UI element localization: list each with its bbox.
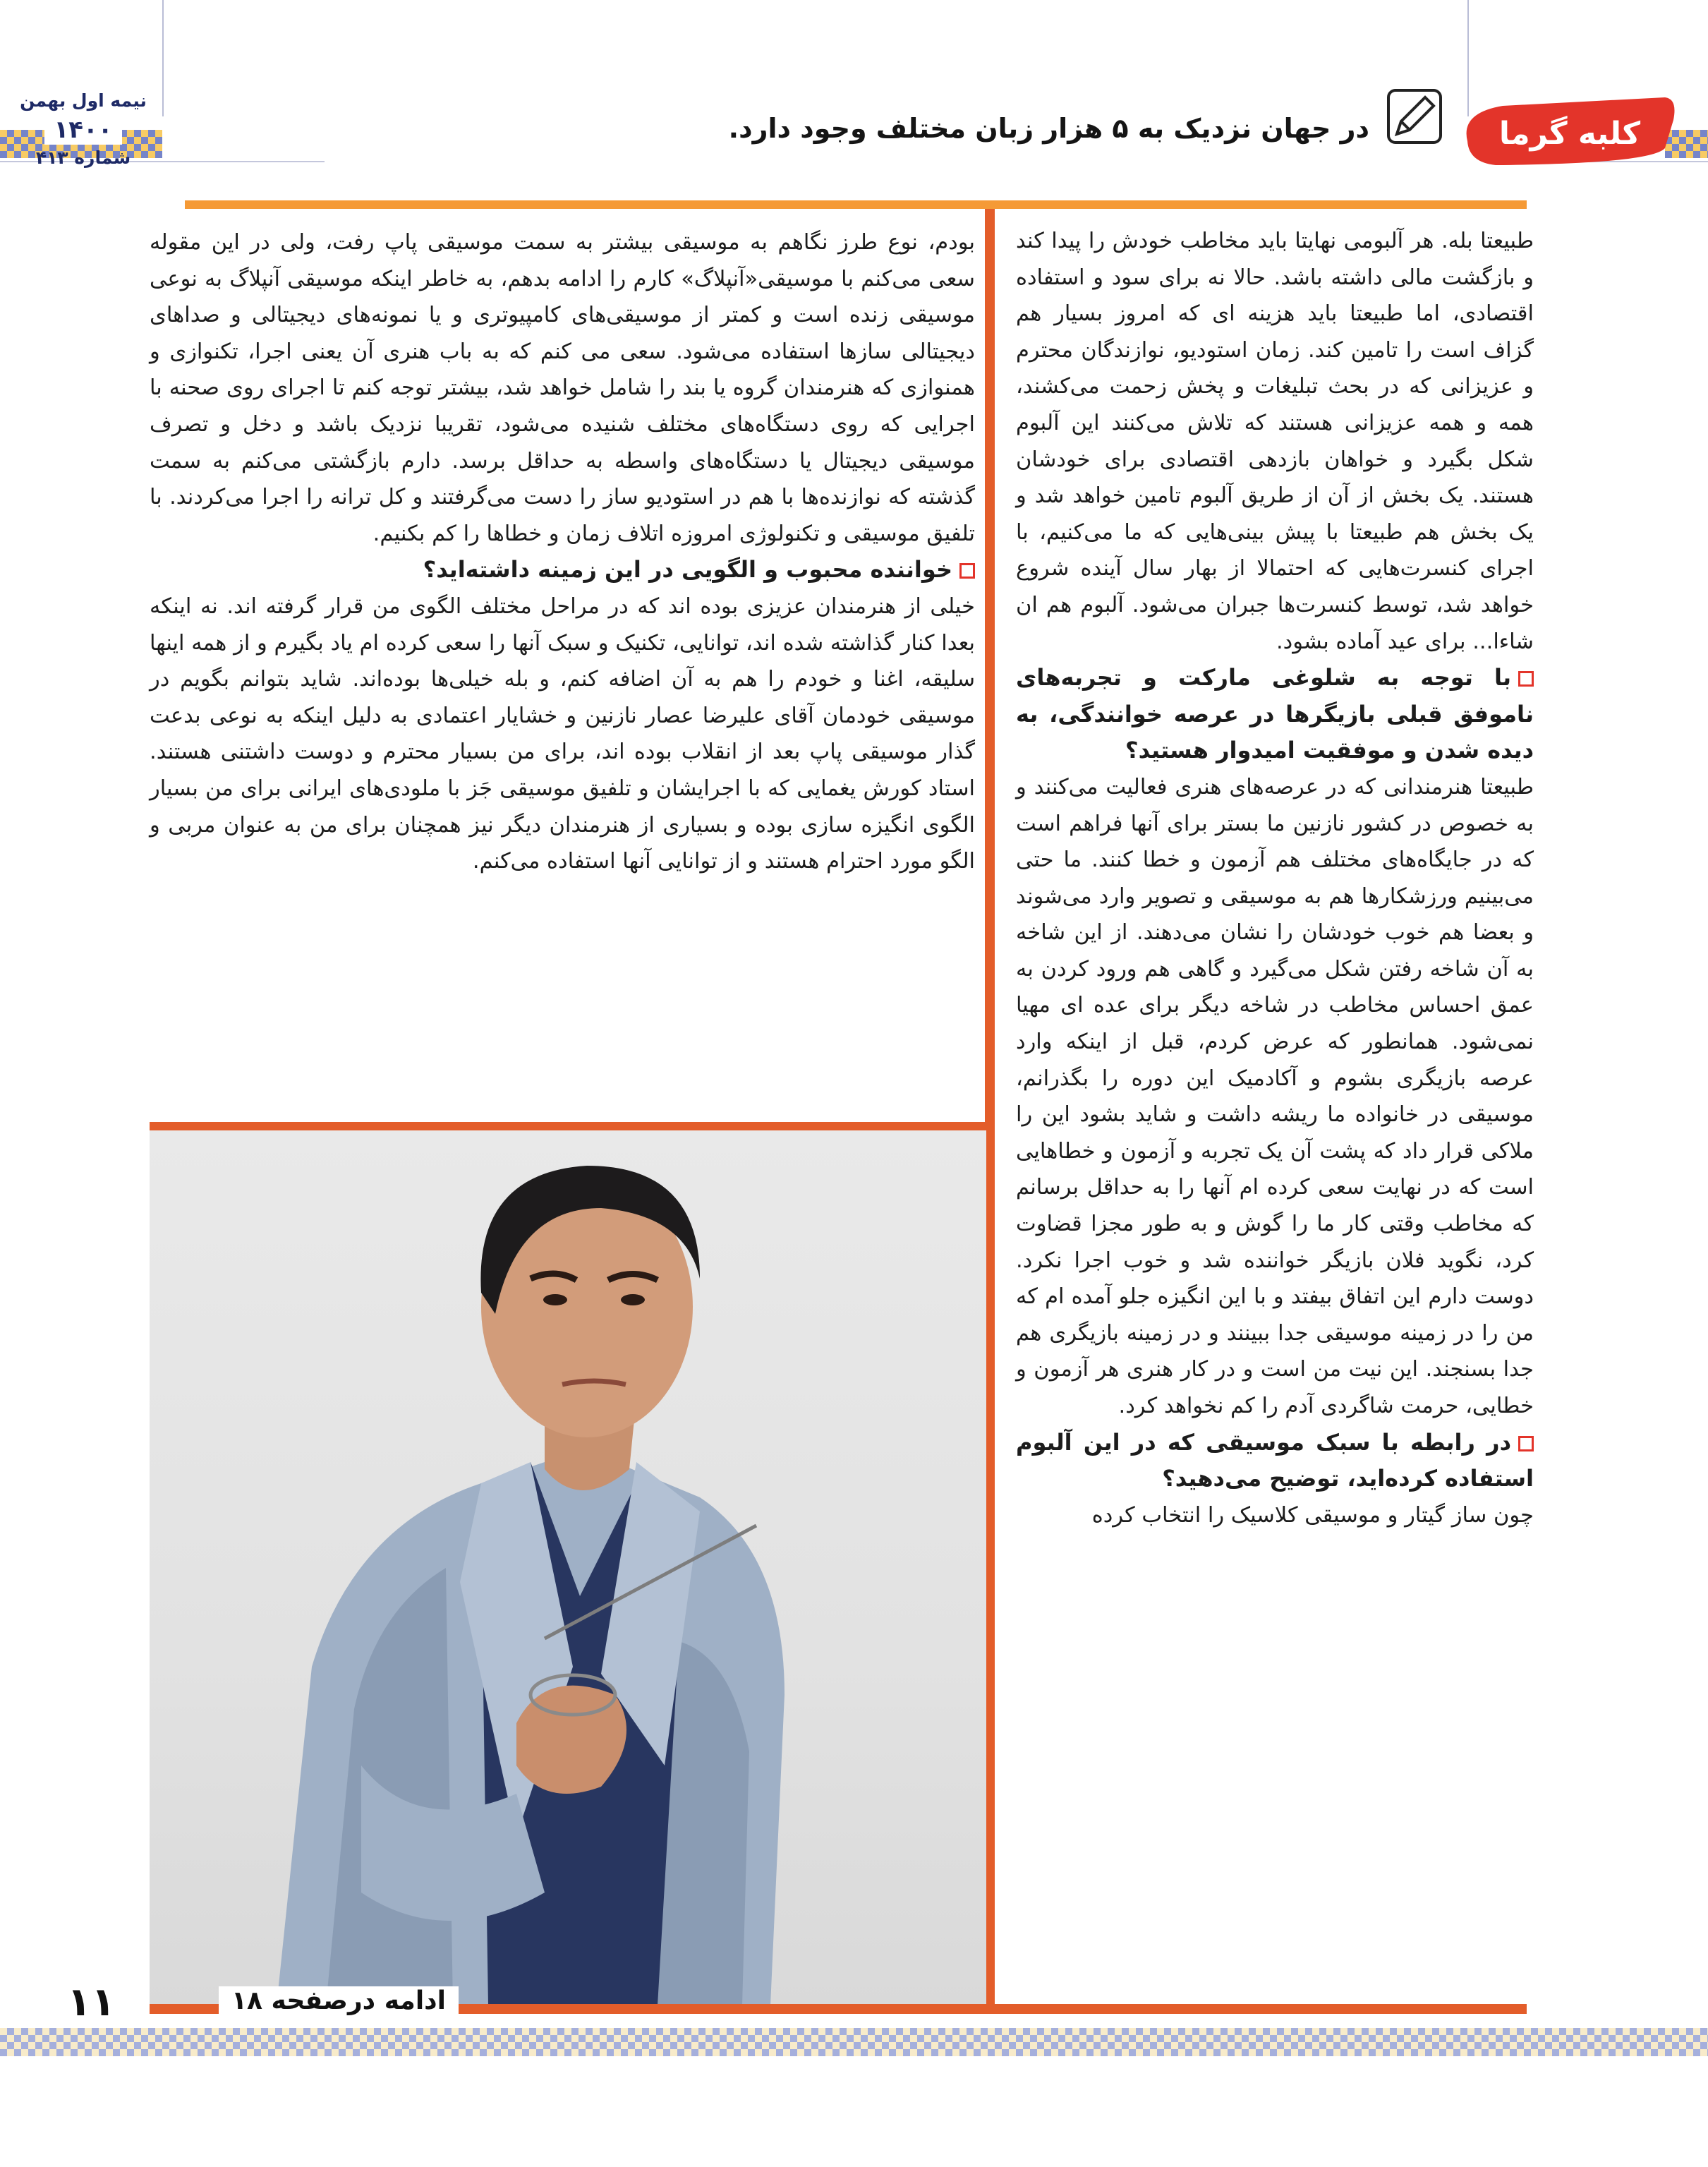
question-text: با توجه به شلوغی مارکت و تجربه‌های ناموفق قبلی بازیگرها در عرصه خوانندگی، به دیده شدن و موفقیت امیدوار هستید؟	[1016, 664, 1534, 764]
footer-pattern	[0, 2028, 1708, 2056]
question-text: خواننده محبوب و الگویی در این زمینه داشته‌اید؟	[423, 556, 952, 584]
issue-info	[13, 90, 154, 168]
header-fact: در جهان نزدیک به ۵ هزار زبان مختلف وجود دارد.	[728, 113, 1369, 144]
column-divider	[985, 209, 995, 2007]
page-number: ۱۱	[67, 1979, 116, 2025]
question-square-icon	[1518, 1436, 1534, 1451]
question-text: در رابطه با سبک موسیقی که در این آلبوم استفاده کرده‌اید، توضیح می‌دهید؟	[1016, 1428, 1534, 1492]
paragraph: خیلی از هنرمندان عزیزی بوده اند که در مراحل مختلف الگوی من قرار گرفته اند. نه اینکه بعدا کنار گذاشته شده اند، توانایی، تکنیک و سبک آنها را سعی کرده ام یاد بگیرم و از همه اینها سلیقه، اغنا و خودم را هم به آن اضافه کنم، و بله خیلی‌ها بوده‌اند. شاید بتوانم بگویم در موسیقی خودمان آقای علیرضا عصار نازنین و خشایار اعتمادی به دلیل اینکه به نوعی بدعت گذار موسیقی پاپ بعد از انقلاب بوده اند، برای من بسیار محترم و دوست داشتنی هستند. استاد کورش یغمایی که با اجرایشان و تلفیق موسیقی جَز با ملودی‌های ایرانی برای من بسیار الگوی انگیزه سازی بوده و بسیاری از هنرمندان دیگر نیز همچنان برای من به عنوان مربی و الگو مورد احترام هستند و از توانایی آنها استفاده می‌کنم.	[150, 593, 975, 874]
paragraph: طبیعتا هنرمندانی که در عرصه‌های هنری فعالیت می‌کنند و به خصوص در کشور نازنین ما بستر برای آنها فراهم است که در جایگاه‌های مختلف هم آزمون و خطا کنند. ما حتی می‌بینیم ورزشکارها هم به موسیقی و تصویر وارد می‌شوند و بعضا هم خوب خودشان را نشان می‌دهند. از این شاخه به آن شاخه رفتن شکل می‌گیرد و گاهی هم ورود کردن به عمق احساس مخاطب در شاخه دیگر برای عده ای مهیا نمی‌شود. همانطور که عرض کردم، قبل از اینکه وارد عرصه بازیگری بشوم و آکادمیک این دوره را بگذرانم، موسیقی در خانواده ما ریشه داشت و شاید بشود این را ملاکی قرار داد که پشت آن یک تجربه و آزمون و خطاهایی است که در نهایت سعی کرده ام آنها را به حداقل برسانم که مخاطب وقتی کار ما را گوش و به طور مجزا قضاوت کرد، نگوید فلان بازیگر خواننده شد و خوب اجرا نکرد. دوست دارم این اتفاق بیفتد و با این انگیزه جلو آمده ام که من را در زمینه موسیقی جدا ببینند و در زمینه بازیگری هم جدا بسنجند. این نیت من است و در کار هنری هر آزمون و خطایی، حرمت شاگردی آدم را کم نخواهد کرد.	[1016, 774, 1534, 1418]
question-square-icon	[1518, 671, 1534, 687]
paragraph: چون ساز گیتار و موسیقی کلاسیک را انتخاب کرده	[1091, 1502, 1534, 1528]
portrait-illustration	[150, 1130, 986, 2005]
svg-text:کلبه گرما: کلبه گرما	[1498, 116, 1641, 152]
portrait-photo	[150, 1130, 986, 2005]
question-square-icon	[959, 563, 975, 579]
continued-note: ادامه درصفحه ۱۸	[219, 1986, 459, 2015]
question-heading	[1016, 1425, 1534, 1497]
guide-line	[162, 0, 164, 116]
question-heading	[1016, 660, 1534, 769]
article-column-left	[150, 224, 975, 880]
issue-number: شماره ۴۱۳	[35, 147, 131, 168]
header-rule	[185, 200, 1527, 209]
photo-rule	[150, 1122, 986, 1130]
pencil-icon	[1383, 85, 1446, 148]
svg-text:۱۴۰۰: ۱۴۰۰	[54, 116, 113, 144]
article-column-right	[1016, 223, 1534, 1533]
paragraph: طبیعتا بله. هر آلبومی نهایتا باید مخاطب خودش را پیدا کند و بازگشت مالی داشته باشد. حالا نه برای سود و استفاده اقتصادی، اما طبیعتا باید هزینه ای که امروز بسیار هم گزاف است را تامین کند. زمان استودیو، نوازندگان محترم و عزیزانی که در بحث تبلیغات و پخش زحمت می‌کشند، همه و همه عزیزانی هستند که تلاش می‌کنند این آلبوم شکل بگیرد و خواهان بازدهی اقتصادی برای خودشان هستند. یک بخش از آن از طریق آلبوم تامین خواهد شد و یک بخش هم طبیعتا با پیش بینی‌هایی که ما می‌کنیم، با اجرای کنسرت‌هایی که احتمالا از بهار سال آینده شروع خواهد شد، توسط کنسرت‌ها جبران می‌شود. آلبوم هم ان شاءا... برای عید آماده بشود.	[1016, 229, 1534, 654]
paragraph: بودم، نوع طرز نگاهم به موسیقی بیشتر به سمت موسیقی پاپ رفت، ولی در این مقوله سعی می‌کنم با موسیقی«آنپلاگ» کارم را ادامه بدهم، به خاطر اینکه موسیقی آنپلاگ به نوعی موسیقی زنده است و کمتر از موسیقی‌های کامپیوتری و یا نمونه‌های دیجیتالی و صداهای دیجیتالی سازها استفاده می‌شود. سعی می کنم که به باب هنری آن یعنی اجرا، تکنوازی و همنوازی که هنرمندان گروه یا بند را شامل خواهد شد، بیشتر توجه کنم تا اجرای روی صحنه با اجرایی که روی دستگاه‌های مختلف شنیده می‌شود، تقریبا نزدیک باشد و دخل و تصرف موسیقی دیجیتال یا دستگاه‌های واسطه به حداقل برسد. دارم بازگشتی می‌کنم به سمت گذشته که نوازنده‌ها با هم در استودیو ساز را دست می‌گرفتند و کل ترانه را اجرا می‌کردند. با تلفیق موسیقی و تکنولوژی امروزه اتلاف زمان و خطاها را کم بکنیم.	[150, 230, 975, 546]
question-heading	[150, 552, 975, 588]
brand-badge	[1453, 92, 1679, 169]
issue-date: نیمه اول بهمن	[20, 90, 147, 111]
magazine-logo-icon	[44, 114, 122, 145]
